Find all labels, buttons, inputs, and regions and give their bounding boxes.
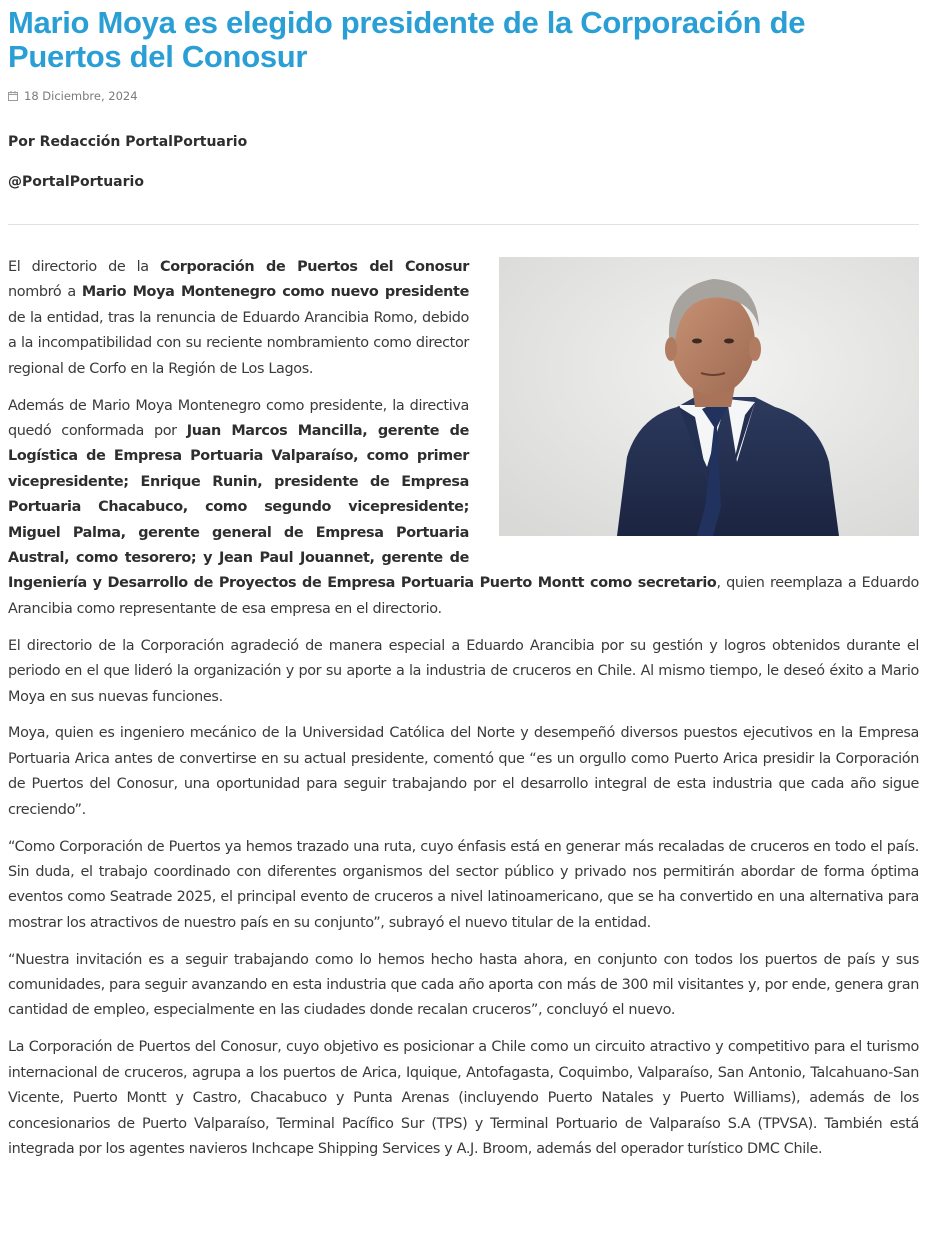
author-byline: Por Redacción PortalPortuario bbox=[8, 134, 248, 150]
article-body bbox=[8, 255, 919, 1162]
paragraph-1: El directorio de la Corporación de Puertos del Conosur nombró a Mario Moya Montenegro como nuevo presidente de la entidad, tras la renuncia de Eduardo Arancibia Romo, debido a la incompatibilidad con su reciente nombramiento como director regional de Corfo en la Región de Los Lagos. bbox=[8, 259, 469, 377]
date-text: 18 Diciembre, 2024 bbox=[24, 89, 138, 103]
paragraph-3: El directorio de la Corporación agradeció de manera especial a Eduardo Arancibia por su gestión y logros obtenidos durante el periodo en el que lideró la organización y por su aporte a la industria de cruceros en Chile. Al mismo tiempo, le deseó éxito a Mario Moya en sus nuevas funciones. bbox=[8, 637, 919, 705]
paragraph-6: “Nuestra invitación es a seguir trabajando como lo hemos hecho hasta ahora, en conjunto con todos los puertos de país y sus comunidades, para seguir avanzando en esta industria que cada año aporta con más de 300 mil visitantes y, por ende, genera gran cantidad de empleo, especialmente en las ciudades donde recalan cruceros”, concluyó el nuevo. bbox=[8, 951, 919, 1019]
calendar-icon bbox=[8, 91, 18, 101]
author-handle: @PortalPortuario bbox=[8, 174, 144, 190]
paragraph-4: Moya, quien es ingeniero mecánico de la Universidad Católica del Norte y desempeñó diversos puestos ejecutivos en la Empresa Portuaria Arica antes de convertirse en su actual presidente, comentó que “es un orgullo como Puerto Arica presidir la Corporación de Puertos del Conosur, una oportunidad para seguir trabajando por el desarrollo integral de esta industria que cada año sigue creciendo”. bbox=[8, 725, 919, 818]
article-title: Mario Moya es elegido presidente de la Corporación de Puertos del Conosur bbox=[8, 5, 806, 74]
paragraph-2: Además de Mario Moya Montenegro como presidente, la directiva quedó conformada por Juan Marcos Mancilla, gerente de Logística de Empresa Portuaria Valparaíso, como primer vicepresidente; Enrique Runin, presidente de Empresa Portuaria Chacabuco, como segundo vicepresidente; Miguel Palma, gerente general de Empresa Portuaria Austral, como tesorero; y Jean Paul Jouannet, gerente de Ingeniería y Desarrollo de Proyectos de Empresa Portuaria Puerto Montt como secretario, quien reemplaza a Eduardo Arancibia como representante de esa empresa en el directorio. bbox=[8, 397, 919, 617]
paragraph-5: “Como Corporación de Puertos ya hemos trazado una ruta, cuyo énfasis está en generar más recaladas de cruceros en todo el país. Sin duda, el trabajo coordinado con diferentes organismos del sector público y privado nos permitirán abordar de forma óptima eventos como Seatrade 2025, el principal evento de cruceros a nivel latinoamericano, que se ha convertido en una alternativa para mostrar los atractivos de nuestro país en su conjunto”, subrayó el nuevo titular de la entidad. bbox=[8, 838, 919, 931]
portrait-photo bbox=[499, 257, 919, 536]
header-separator bbox=[8, 224, 919, 225]
article-date bbox=[8, 88, 919, 104]
paragraph-7: La Corporación de Puertos del Conosur, cuyo objetivo es posicionar a Chile como un circuito atractivo y competitivo para el turismo internacional de cruceros, agrupa a los puertos de Arica, Iquique, Antofagasta, Coquimbo, Valparaíso, San Antonio, Talcahuano-San Vicente, Puerto Montt y Castro, Chacabuco y Punta Arenas (incluyendo Puerto Natales y Puerto Williams), además de los concesionarios de Puerto Valparaíso, Terminal Pacífico Sur (TPS) y Terminal Portuario de Valparaíso S.A (TPVSA). También está integrada por los agentes navieros Inchcape Shipping Services y A.J. Broom, además del operador turístico DMC Chile. bbox=[8, 1039, 919, 1157]
